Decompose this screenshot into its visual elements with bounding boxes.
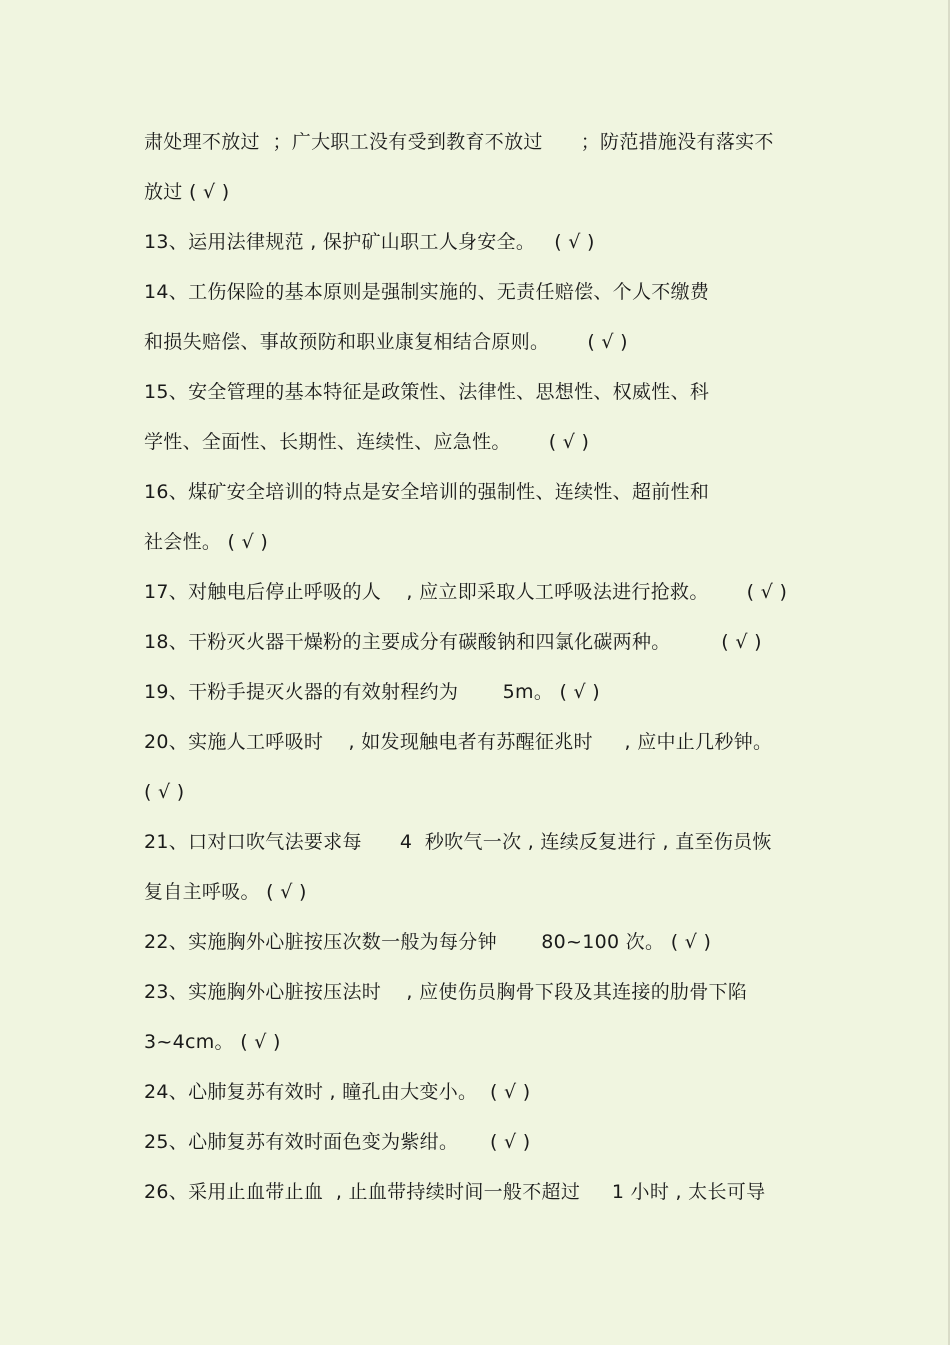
text-line: 14、工伤保险的基本原则是强制实施的、无责任赔偿、个人不缴费: [144, 281, 710, 303]
text-line: 26、采用止血带止血 , 止血带持续时间一般不超过 1 小时 , 太长可导: [144, 1181, 766, 1203]
text-line: 放过 ( √ ): [144, 181, 230, 203]
text-line: 社会性。 ( √ ): [144, 531, 269, 553]
text-line: 学性、全面性、长期性、连续性、应急性。 ( √ ): [144, 431, 590, 453]
text-line: 20、实施人工呼吸时 , 如发现触电者有苏醒征兆时 , 应中止几秒钟。: [144, 731, 773, 753]
text-line: 复自主呼吸。 ( √ ): [144, 881, 307, 903]
text-line: 17、对触电后停止呼吸的人 , 应立即采取人工呼吸法进行抢救。 ( √ ): [144, 581, 788, 603]
text-line: 23、实施胸外心脏按压法时 , 应使伤员胸骨下段及其连接的肋骨下陷: [144, 981, 748, 1003]
text-line: 3~4cm。 ( √ ): [144, 1031, 281, 1053]
text-line: 21、口对口吹气法要求每 4 秒吹气一次 , 连续反复进行 , 直至伤员恢: [144, 831, 772, 853]
text-line: 肃处理不放过 ；广大职工没有受到教育不放过 ；防范措施没有落实不: [144, 131, 774, 153]
text-line: 18、干粉灭火器干燥粉的主要成分有碳酸钠和四氯化碳两种。 ( √ ): [144, 631, 762, 653]
text-line: 19、干粉手提灭火器的有效射程约为 5m。 ( √ ): [144, 681, 601, 703]
text-line: 22、实施胸外心脏按压次数一般为每分钟 80~100 次。 ( √ ): [144, 931, 712, 953]
text-line: 24、心肺复苏有效时 , 瞳孔由大变小。 ( √ ): [144, 1081, 531, 1103]
text-line: 和损失赔偿、事故预防和职业康复相结合原则。 ( √ ): [144, 331, 628, 353]
text-line: ( √ ): [144, 781, 185, 803]
text-line: 15、安全管理的基本特征是政策性、法律性、思想性、权威性、科: [144, 381, 710, 403]
text-line: 13、运用法律规范 , 保护矿山职工人身安全。 ( √ ): [144, 231, 595, 253]
text-line: 16、煤矿安全培训的特点是安全培训的强制性、连续性、超前性和: [144, 481, 710, 503]
text-line: 25、心肺复苏有效时面色变为紫绀。 ( √ ): [144, 1131, 531, 1153]
